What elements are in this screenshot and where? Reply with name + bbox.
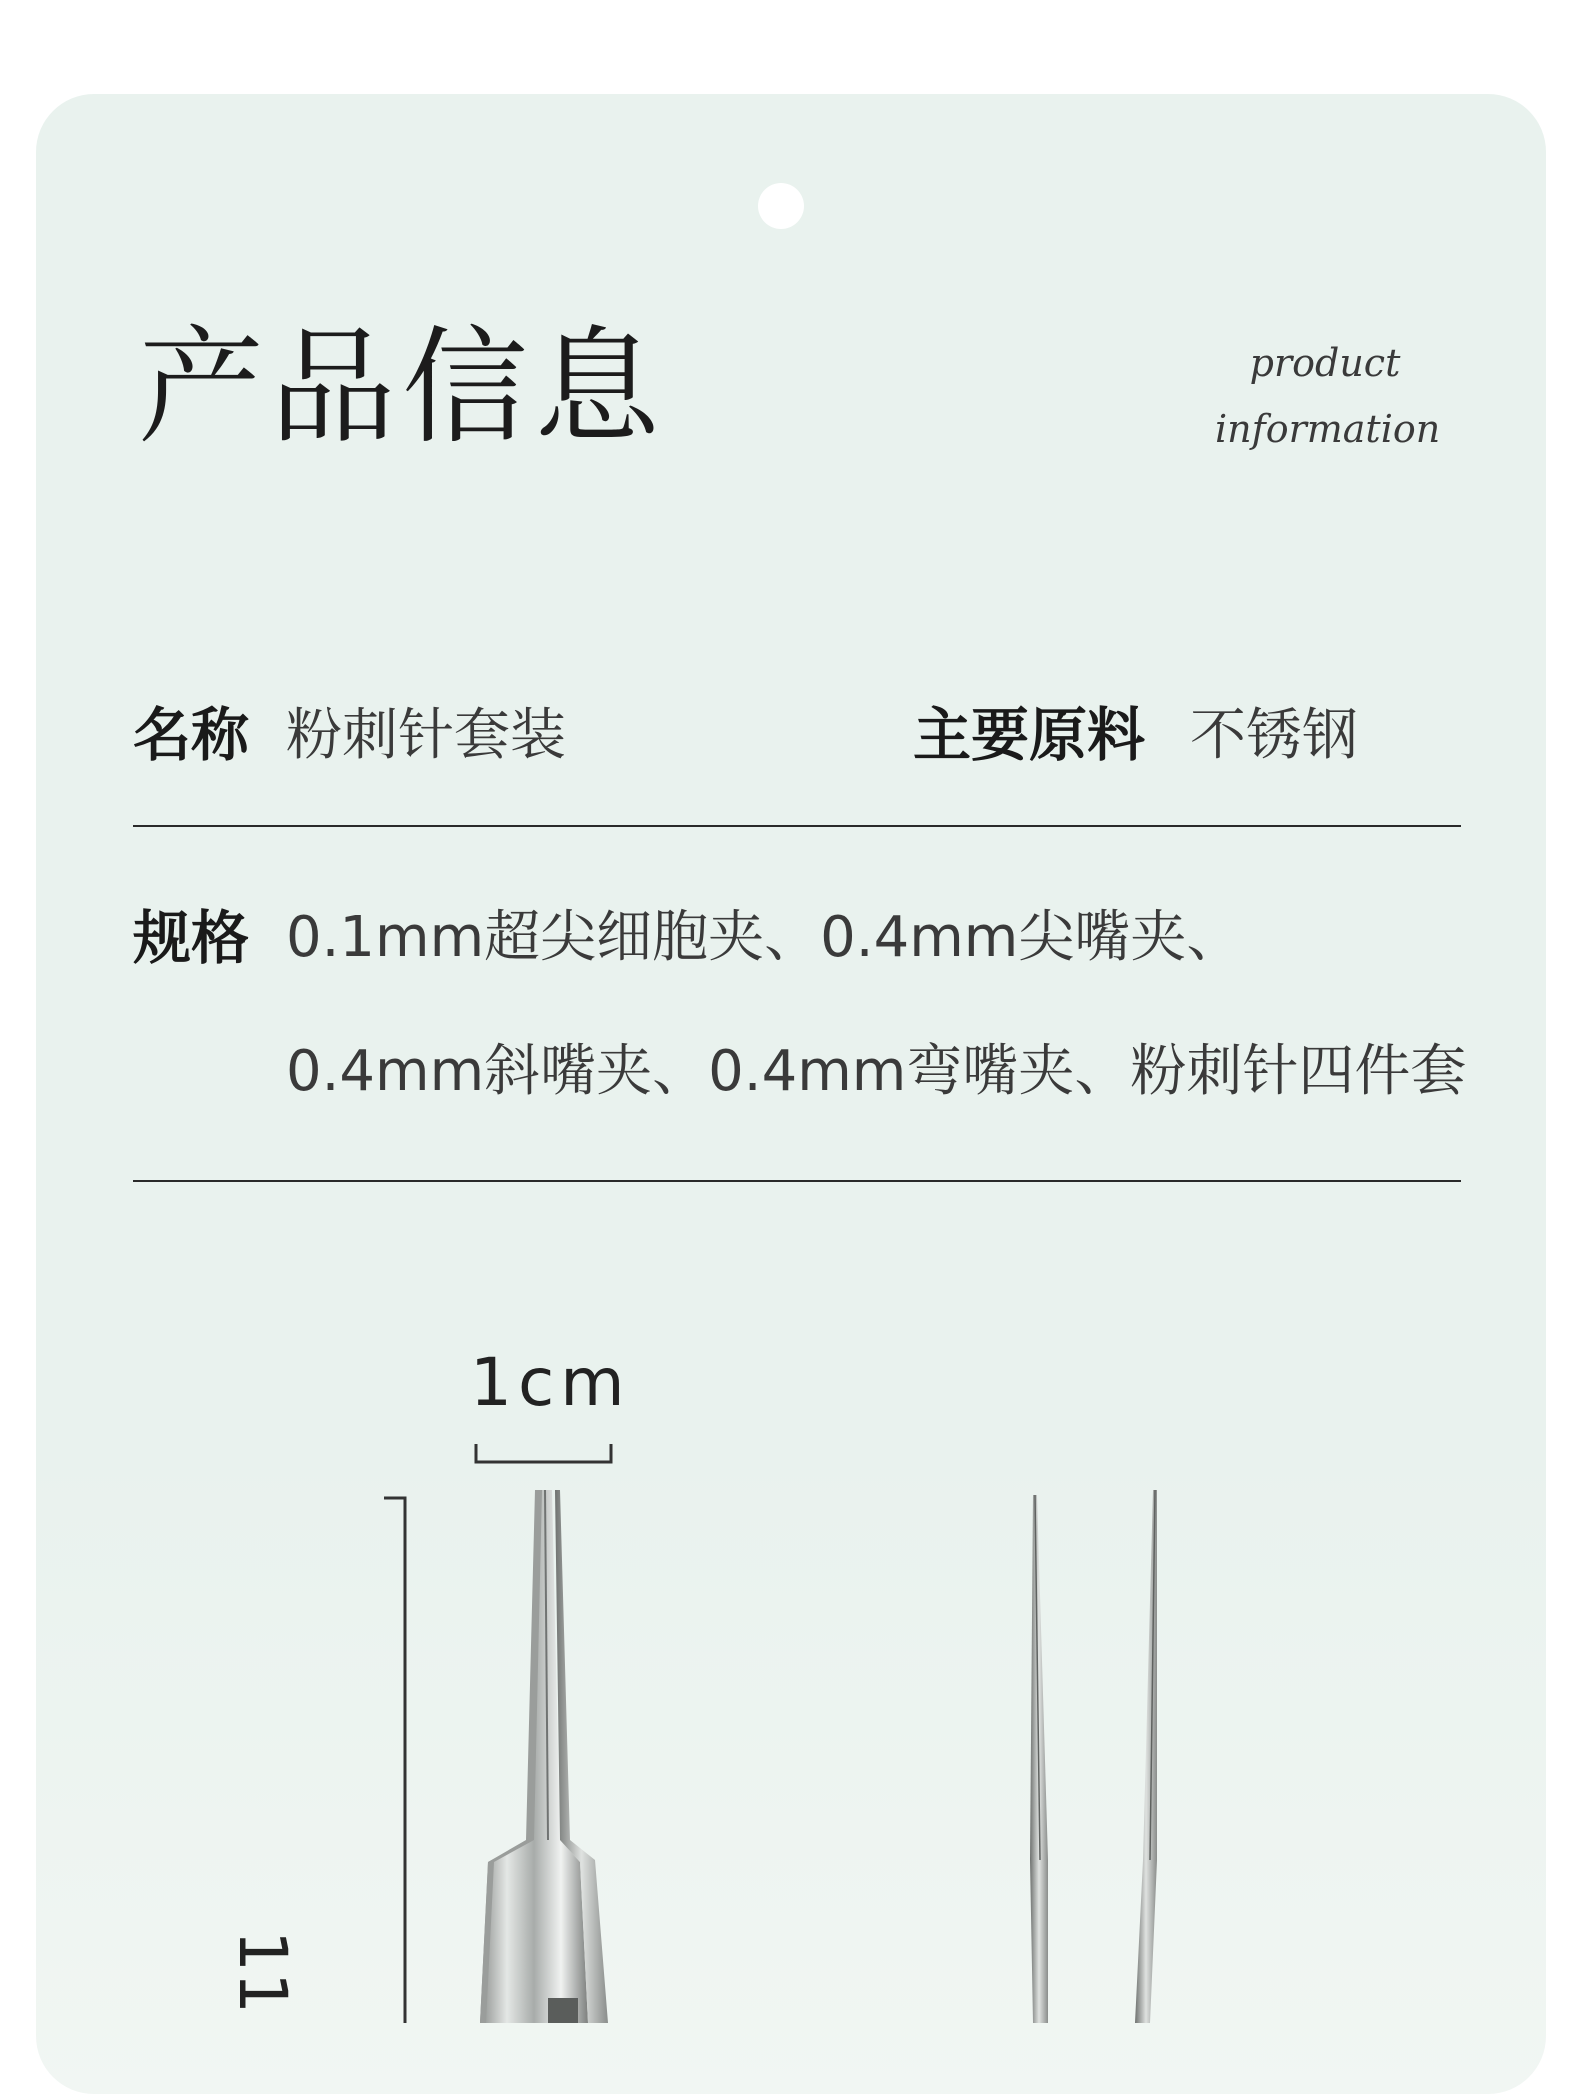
width-dimension-label: 1cm (470, 1344, 631, 1421)
tweezers-side-view (1030, 1490, 1157, 2023)
script-subtitle-line2: information (1215, 407, 1441, 451)
tweezers-front-view (480, 1490, 608, 2023)
spec-label: 规格 (133, 904, 250, 972)
spec-line-2: 0.4mm斜嘴夹、0.4mm弯嘴夹、粉刺针四件套 (286, 1039, 1467, 1104)
material-label: 主要原料 (913, 701, 1146, 769)
height-bracket (384, 1498, 405, 2023)
width-bracket (476, 1444, 611, 1462)
script-subtitle-line1: product (1249, 341, 1401, 385)
name-value: 粉刺针套装 (286, 703, 566, 768)
material-value: 不锈钢 (1190, 703, 1358, 768)
height-dimension-label: 11 (224, 1930, 301, 2014)
spec-line-1: 0.1mm超尖细胞夹、0.4mm尖嘴夹、 (286, 905, 1243, 970)
name-label: 名称 (133, 701, 250, 769)
page-title: 产品信息 (138, 314, 666, 461)
